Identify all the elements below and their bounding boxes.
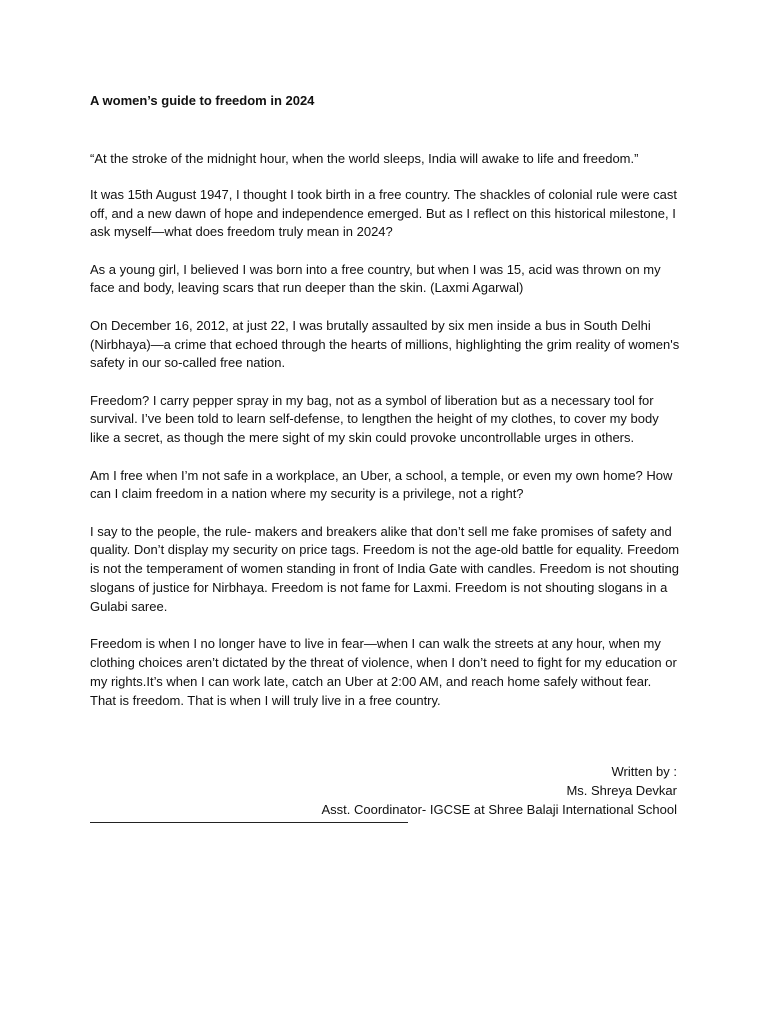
paragraph-rule-makers: I say to the people, the rule- makers and breakers alike that don’t sell me fake promises of safety and quality. Don’t display my security on price tags. Freedom is not the age-old battle for equality. Freedom is not the temperament of women standing in front of India Gate with candles. Freedom is not shouting slogans of justice for Nirbhaya. Freedom is not fame for Laxmi. Freedom is not shouting slogans in a Gulabi saree. bbox=[90, 523, 680, 614]
paragraph-pepper-spray: Freedom? I carry pepper spray in my bag, not as a symbol of liberation but as a necessary tool for survival. I’ve been told to learn self-defense, to lengthen the height of my clothes, to cover my body like a secret, as though the mere sight of my skin could provoke uncontrollable urges in others. bbox=[90, 392, 659, 446]
signature-name: Ms. Shreya Devkar bbox=[566, 783, 677, 799]
signature-divider-line bbox=[90, 822, 408, 823]
paragraph-freedom-is: Freedom is when I no longer have to live in fear—when I can walk the streets at any hour, when my clothing choices aren’t dictated by the threat of violence, when I don’t need to fight for my education or my rights.It’s when I can work late, catch an Uber at 2:00 AM, and reach home safely without fear. That is freedom. That is when I will truly live in a free country. bbox=[90, 636, 677, 708]
paragraph-1947: It was 15th August 1947, I thought I took birth in a free country. The shackles of colonial rule were cast off, and a new dawn of hope and independence emerged. But as I reflect on this historical milestone, I ask myself—what does freedom truly mean in 2024? bbox=[90, 186, 678, 240]
signature-role: Asst. Coordinator- IGCSE at Shree Balaji International School bbox=[321, 802, 677, 818]
document-page bbox=[90, 92, 680, 823]
opening-quote: “At the stroke of the midnight hour, when the world sleeps, India will awake to life and freedom.” bbox=[90, 151, 639, 166]
signature-label: Written by : bbox=[611, 764, 677, 780]
paragraph-nirbhaya: On December 16, 2012, at just 22, I was brutally assaulted by six men inside a bus in South Delhi (Nirbhaya)—a crime that echoed through the hearts of millions, highlighting the grim reality of women's safety in our so-called free nation. bbox=[90, 317, 680, 371]
paragraph-acid-attack: As a young girl, I believed I was born into a free country, but when I was 15, acid was thrown on my face and body, leaving scars that run deeper than the skin. (Laxmi Agarwal) bbox=[90, 261, 661, 296]
signature-block bbox=[90, 762, 677, 819]
paragraph-am-i-free: Am I free when I’m not safe in a workplace, an Uber, a school, a temple, or even my own home? How can I claim freedom in a nation where my security is a privilege, not a right? bbox=[90, 467, 673, 502]
document-title: A women’s guide to freedom in 2024 bbox=[90, 93, 315, 108]
